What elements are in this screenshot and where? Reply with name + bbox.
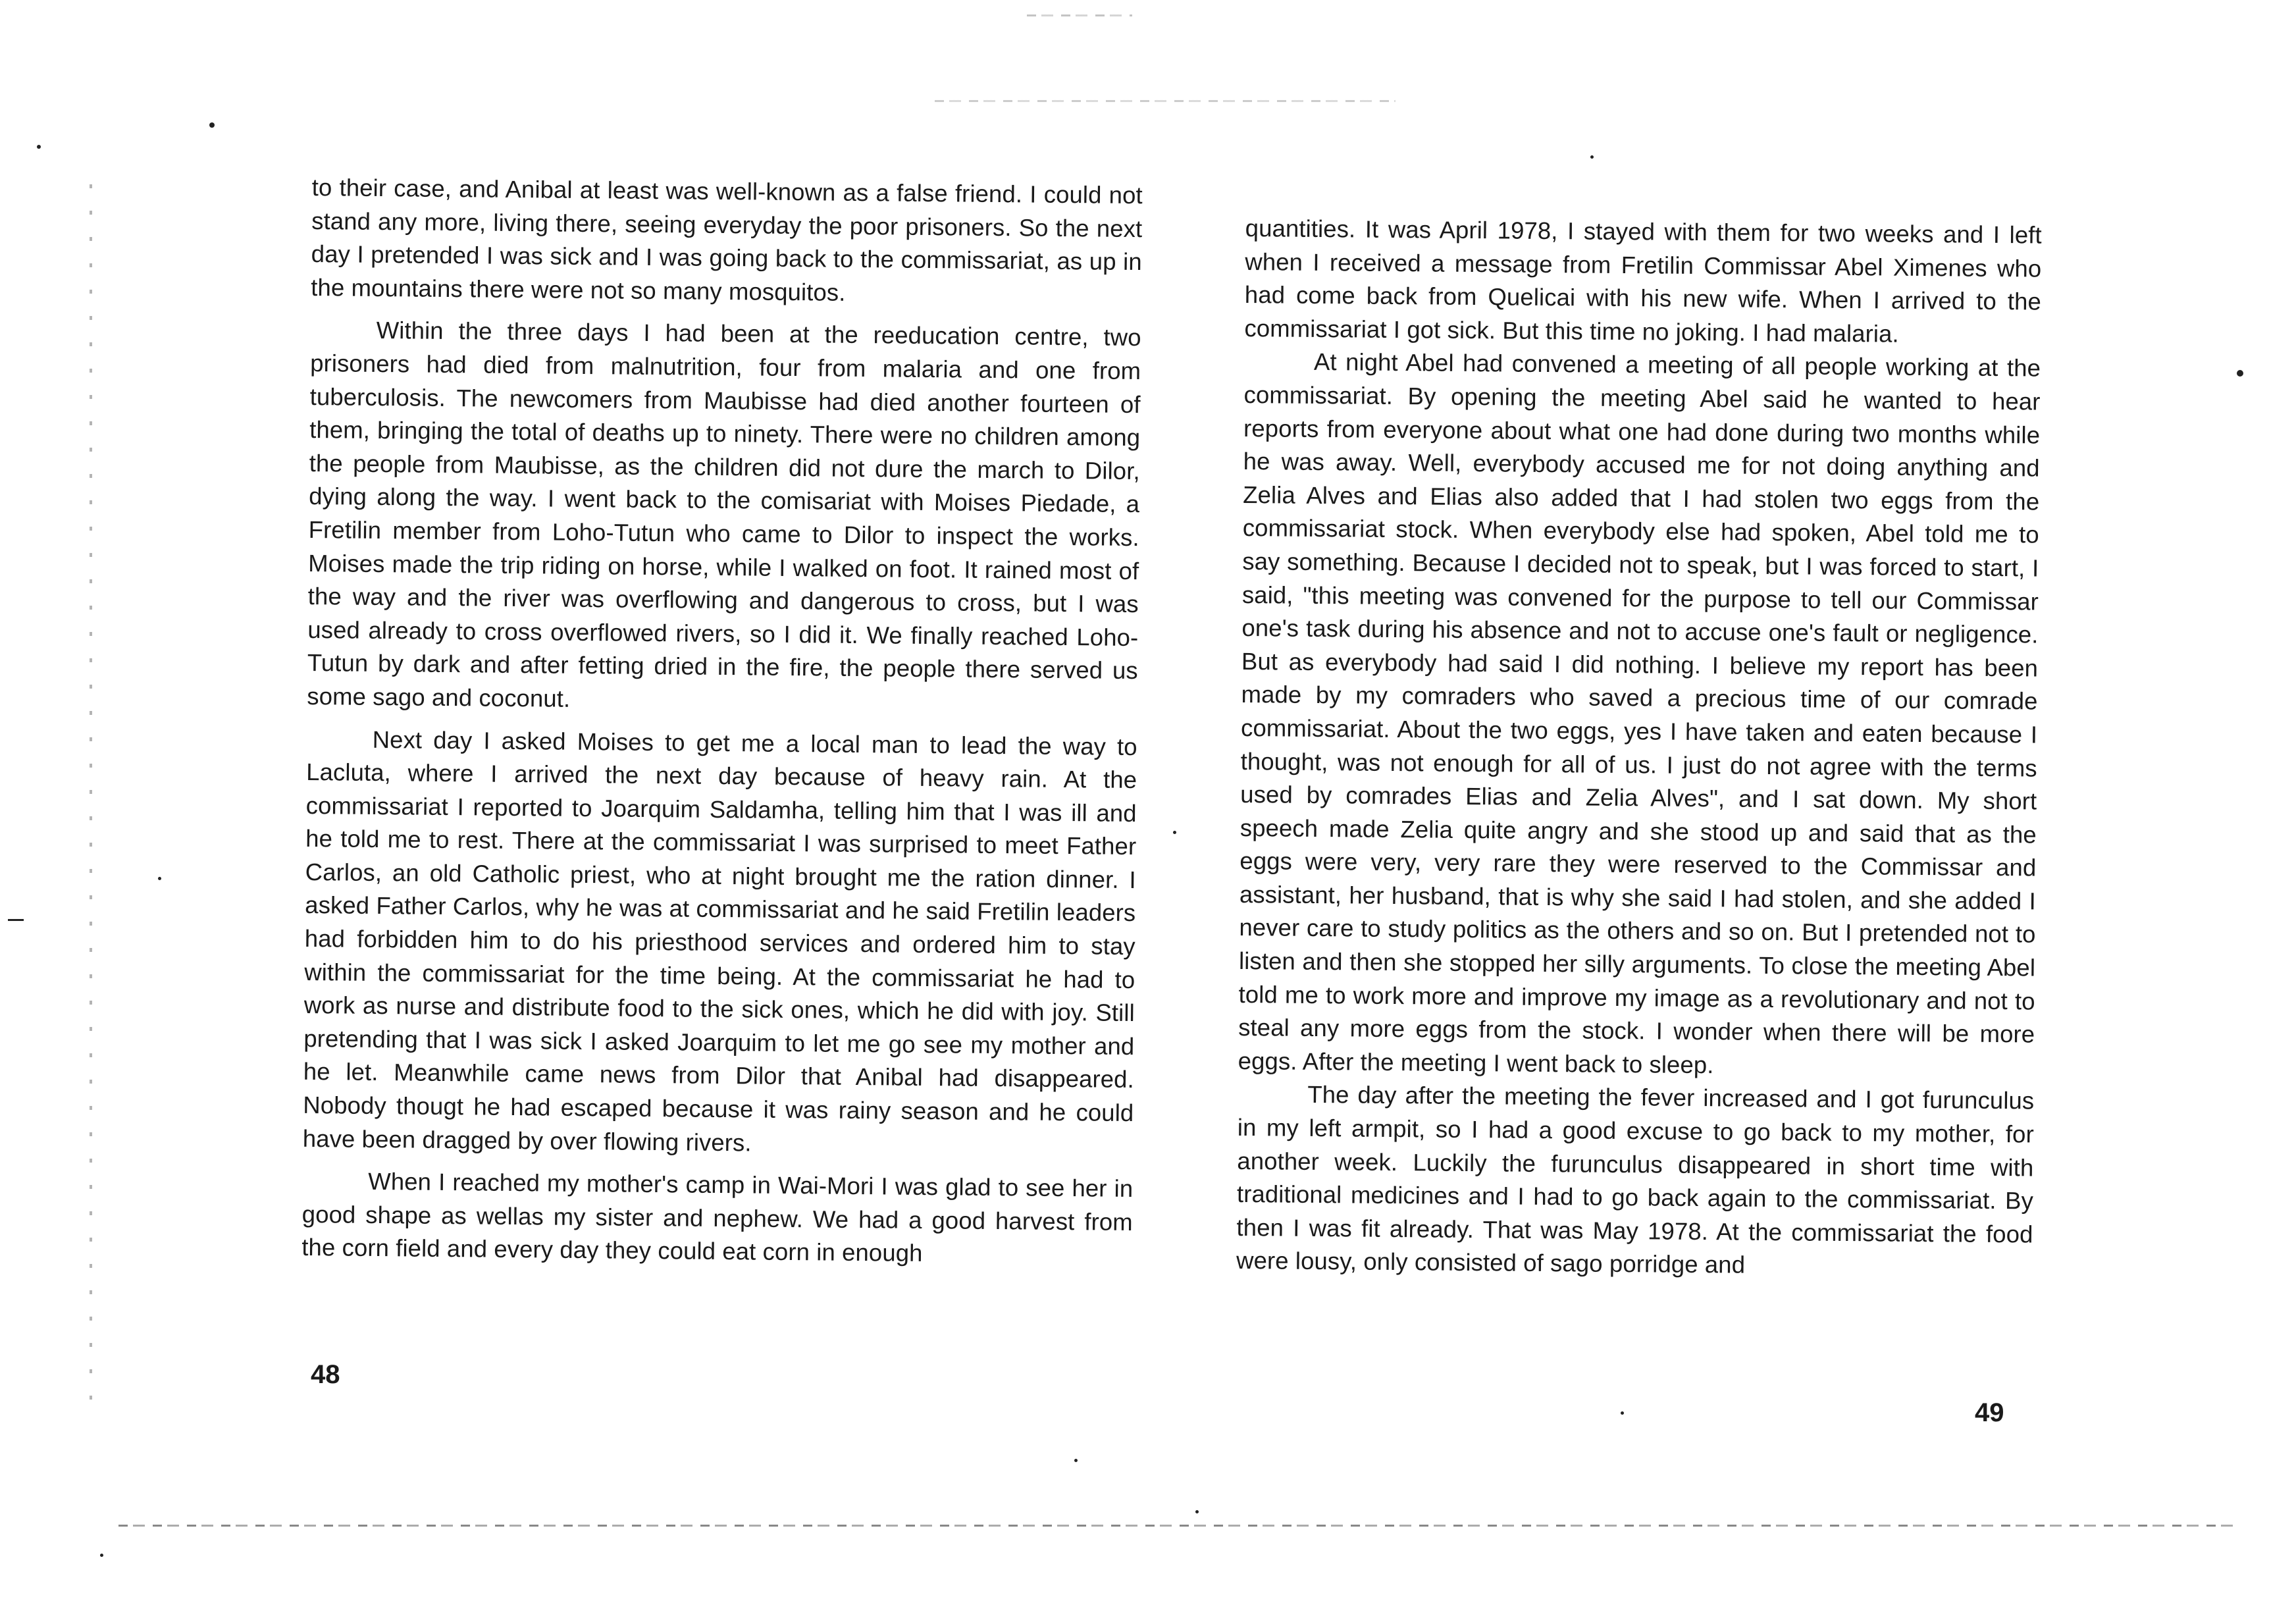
scan-edge — [90, 184, 92, 1422]
scan-speck — [2237, 370, 2243, 377]
scan-line — [935, 100, 1396, 102]
paragraph: At night Abel had convened a meeting of all people working at the commissariat. By opening the meeting Abel said he wanted to hear reports from everyone about what one had done during two months while he was away. Well, everybody accused me for not doing anything and Zelia Alves and Elias also added that I had stolen two eggs from the commissariat stock. When everybody else had spoken, Abel told me to say something. Because I decided not to speak, but I was forced to start, I said, "this meeting was convened for the purpose to tell our Commissar one's task during his absence and not to accuse one's fault or negligence. But as everybody had said I did nothing. I believe my report has been made by my comraders who saved a precious time of our comrade commissariat. About the two eggs, yes I have taken and eaten because I thought, was not enough for all of us. I just do not agree with the terms used by comrades Elias and Zelia Alves", and I sat down. My short speech made Zelia quite angry and she stood up and said that as the eggs were very, very rare they were reserved to the Commissar and assistant, her husband, that is why she said I had stolen, and she added I never care to study politics as the others and so on. But I pretended not to listen and then she stopped her silly arguments. To close the meeting Abel told me to work more and improve my image as a revolutionary and not to steal any more eggs from the stock. I wonder when there will be more eggs. After the meeting I went back to sleep. — [1238, 348, 2041, 1079]
scan-speck — [1074, 1459, 1078, 1462]
scan-line — [1027, 14, 1132, 16]
left-page-text — [301, 171, 1143, 1273]
paragraph: quantities. It was April 1978, I stayed with them for two weeks and I left when I received a message from Fretilin Commissar Abel Ximenes who had come back from Quelicai with his new wife. When I arrived to the commissariat I got sick. But this time no joking. I had malaria. — [1244, 214, 2042, 348]
paragraph: Next day I asked Moises to get me a local man to lead the way to Lacluta, where I arrived the next day because of heavy rain. At the commissariat I reported to Joarquim Saldamha, telling him that I was ill and he told me to rest. There at the commissariat I was surprised to meet Father Carlos, an old Catholic priest, who at night brought me the ration dinner. I asked Father Carlos, why he was at commissariat and he said Fretilin leaders had forbidden him to do his priesthood services and ordered him to stay within the commissariat for the time being. At the commissariat he had to work as nurse and distribute food to the sick ones, which he did with joy. Still pretending that I was sick I asked Joarquim to let me go see my mother and he let. Meanwhile came news from Dilor that Anibal had disappeared. Nobody thougt he had escaped because it was rainy season and he could have been dragged by over flowing rivers. — [302, 725, 1137, 1157]
paragraph: Within the three days I had been at the reeducation centre, two prisoners had died from malnutrition, four from malaria and one from tuberculosis. The newcomers from Maubisse had died another fourteen of them, bringing the total of deaths up to ninety. There were no children among the people from Maubisse, as the children did not dure the march to Dilor, dying along the way. I went back to the comisariat with Moises Piedade, a Fretilin member from Loho-Tutun who came to Dilor to inspect the works. Moises made the trip riding on horse, while I walked on foot. It rained most of the way and the river was overflowing and dangerous to cross, but I was used already to cross overflowed rivers, so I did it. We finally reached Loho-Tutun by dark and after fetting dried in the fire, the people there served us some sago and coconut. — [307, 317, 1141, 712]
scan-speck — [100, 1554, 103, 1557]
page-number: 48 — [311, 1360, 340, 1389]
scan-speck — [1621, 1411, 1624, 1415]
scan-speck — [1590, 155, 1594, 159]
scan-line — [118, 1525, 2238, 1527]
paragraph: When I reached my mother's camp in Wai-Mori I was glad to see her in good shape as wellas my sister and nephew. We had a good harvest from the corn field and every day they could eat corn in enough — [301, 1168, 1134, 1267]
scan-speck — [8, 919, 24, 921]
right-page-text — [1236, 212, 2042, 1284]
paragraph: to their case, and Anibal at least was well-known as a false friend. I could not stand any more, living there, seeing everyday the poor prisoners. So the next day I pretended I was sick and I was going back to the commissariat, as up in the mountains there were not so many mosquitos. — [311, 173, 1143, 306]
paragraph: The day after the meeting the fever increased and I got furunculus in my left armpit, so I had a good excuse to go back to my mother, for another week. Luckily the furunculus disappeared in short time with traditional medicines and I had to go back again to the commissariat. By then I was fit already. That was May 1978. At the commissariat the food were lousy, only consisted of sago porridge and — [1236, 1081, 2035, 1279]
scan-speck — [1173, 831, 1176, 834]
right-page — [1148, 0, 2296, 1601]
scan-speck — [1195, 1510, 1199, 1513]
scan-speck — [37, 145, 41, 149]
scan-speck — [209, 122, 215, 128]
page-number: 49 — [1975, 1398, 2004, 1427]
scan-speck — [158, 877, 161, 880]
